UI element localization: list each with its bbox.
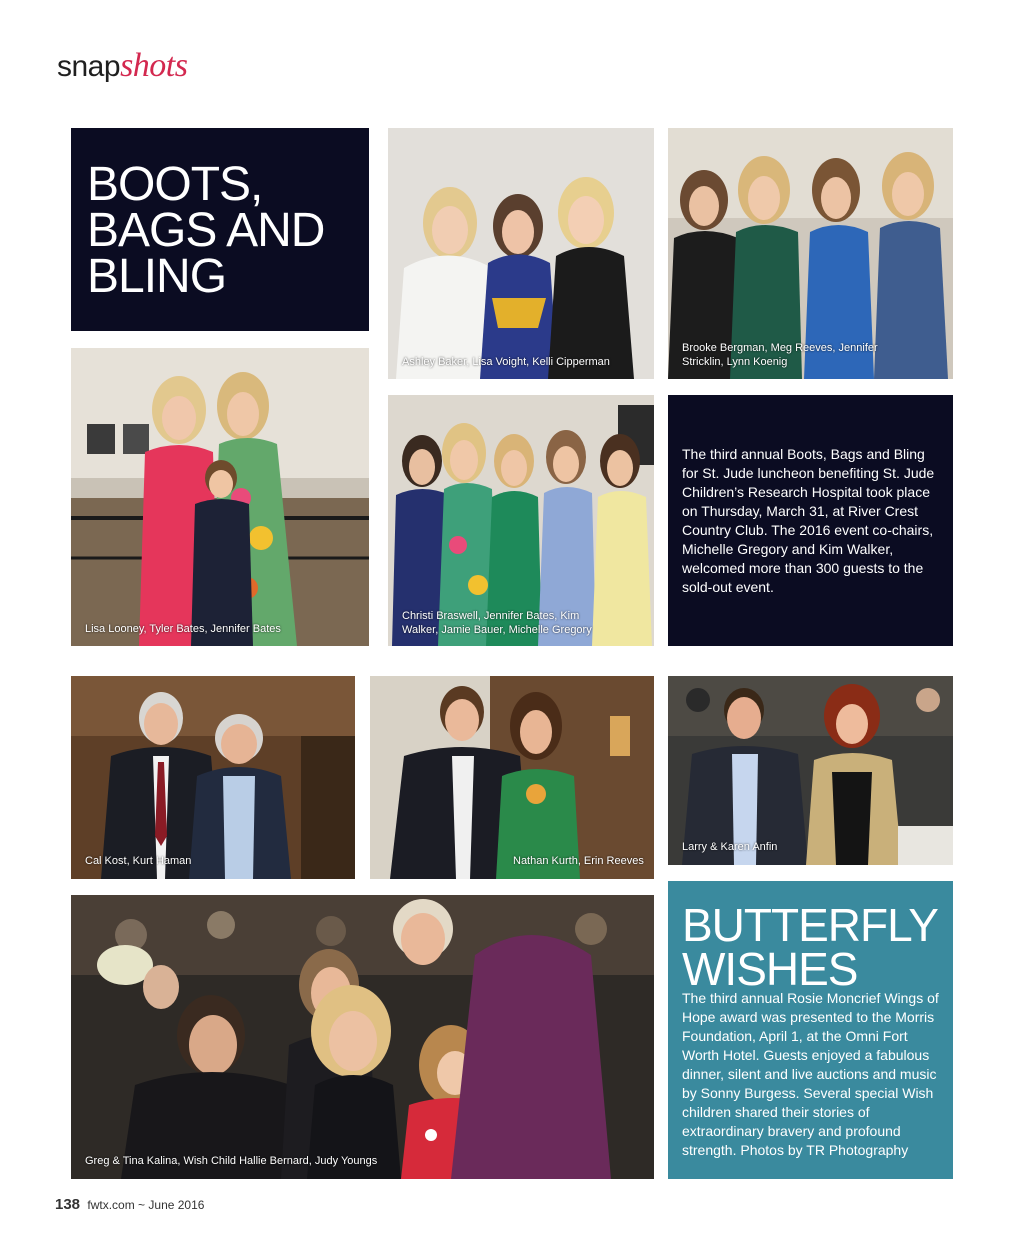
article-intro-text: The third annual Boots, Bags and Bling for St. Jude luncheon benefiting St. Jude Children’s Research Hospital took place on Thursday, March 31, at River Crest Country Club. The 2016 event co-chairs, Michelle Gregory and Kim Walker, welcomed more than 300 guests to the sold-out event.: [682, 446, 935, 595]
title-line: BLING: [87, 250, 227, 303]
photo-nathan-erin: [370, 676, 654, 879]
section-logo: [57, 46, 187, 87]
caption-line: Walker, Jamie Bauer, Michelle Gregory: [402, 624, 592, 636]
photo-cal-kurt: [71, 676, 355, 879]
title-line: WISHES: [682, 943, 858, 995]
photo-caption: Cal Kost, Kurt Haman: [85, 855, 192, 867]
page-footer: [55, 1196, 204, 1214]
article2-text: The third annual Rosie Moncrief Wings of Hope award was presented to the Morris Foundation, April 1, at the Omni Fort Worth Hotel. Guests enjoyed a fabulous dinner, silent and live auctions and music by Sonny Burgess. Several special Wish children shared their stories of extraordinary bravery and profound strength. Photos by TR Photography: [682, 990, 939, 1158]
photo-caption: [682, 341, 878, 369]
photo-lisa-tyler-jennifer: [71, 348, 369, 646]
photo-brooke-meg-jennifer-lynn: [668, 128, 953, 379]
title-line: BOOTS,: [87, 158, 263, 211]
page-number: 138: [55, 1196, 81, 1213]
photo-caption: Ashley Baker, Lisa Voight, Kelli Cipperman: [402, 356, 610, 368]
caption-line: Christi Braswell, Jennifer Bates, Kim: [402, 610, 580, 622]
footer-text: fwtx.com ~ June 2016: [87, 1198, 205, 1212]
title-line: BAGS AND: [87, 204, 325, 257]
photo-greg-tina-hallie-judy: [71, 895, 654, 1179]
photo-caption: Larry & Karen Anfin: [682, 841, 778, 853]
photo-caption: Lisa Looney, Tyler Bates, Jennifer Bates: [85, 623, 281, 635]
logo-part-shots: shots: [120, 47, 188, 84]
photo-larry-karen: [668, 676, 953, 865]
caption-line: Brooke Bergman, Meg Reeves, Jennifer: [682, 342, 878, 354]
article-title-box: [71, 128, 369, 331]
article-title: [87, 158, 357, 303]
photo-ashley-lisa-kelli: [388, 128, 654, 379]
article-butterfly-box: [668, 881, 953, 1179]
logo-part-snap: snap: [57, 50, 121, 83]
photo-caption: Nathan Kurth, Erin Reeves: [513, 855, 644, 867]
photo-christi-jennifer-kim-jamie-michelle: [388, 395, 654, 646]
caption-line: Stricklin, Lynn Koenig: [682, 356, 788, 368]
article-intro-box: [668, 395, 953, 646]
title-line: BUTTERFLY: [682, 899, 938, 951]
photo-caption: [402, 609, 592, 637]
photo-caption: Greg & Tina Kalina, Wish Child Hallie Bernard, Judy Youngs: [85, 1155, 378, 1167]
article2-title: [682, 899, 942, 995]
